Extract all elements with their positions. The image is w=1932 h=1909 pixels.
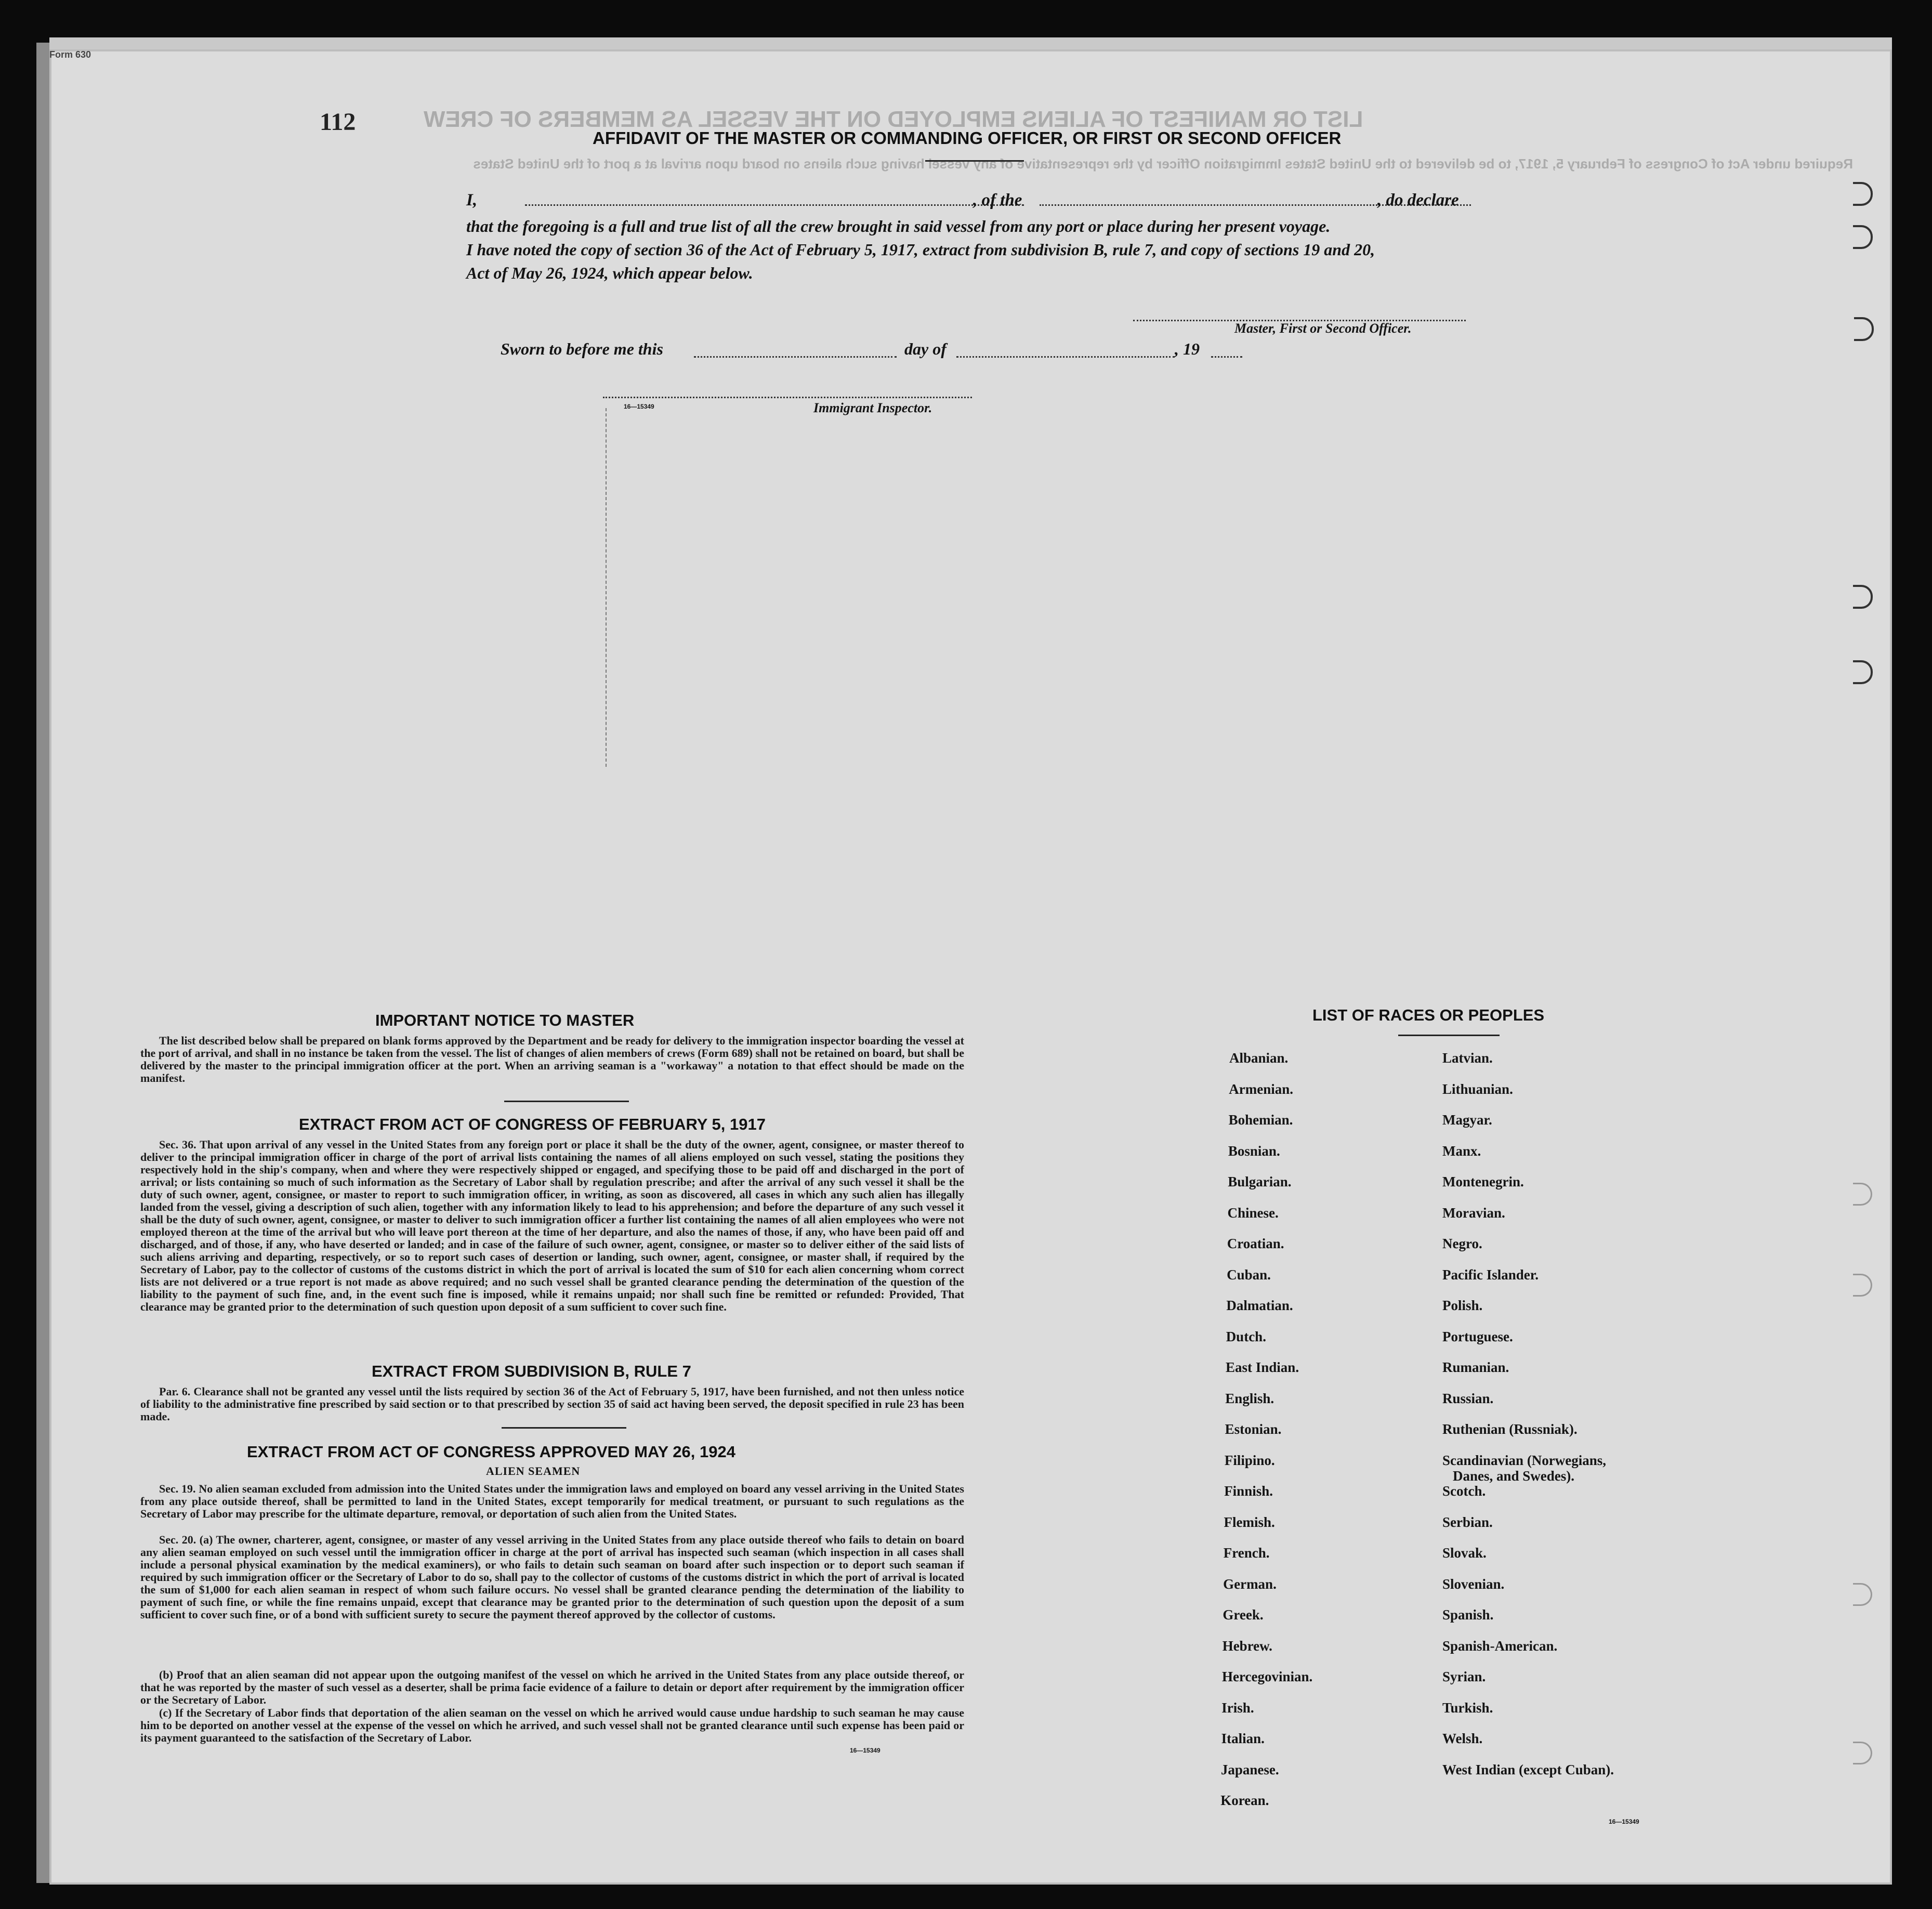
sworn-end: , 19 [1175, 339, 1200, 358]
binder-hole [1853, 182, 1873, 206]
sworn-mid: day of [904, 339, 947, 358]
race-item: Polish. [1442, 1298, 1483, 1313]
bleed-through-title: LIST OR MANIFEST OF ALIENS EMPLOYED ON THE VESSEL AS MEMBERS OF CREW [424, 107, 1363, 132]
race-item: Irish. [1221, 1699, 1254, 1716]
extract-1924-title: EXTRACT FROM ACT OF CONGRESS APPROVED MAY 26, 1924 [247, 1443, 735, 1461]
race-item: Spanish. [1442, 1607, 1494, 1623]
document-page [49, 49, 1892, 1885]
binder-hole [1853, 660, 1873, 684]
race-item: Bosnian. [1228, 1143, 1280, 1159]
binder-hole [1853, 1583, 1872, 1606]
race-item: Turkish. [1442, 1699, 1493, 1716]
race-item: English. [1225, 1390, 1274, 1406]
sworn-start: Sworn to before me this [501, 339, 663, 358]
race-item: Syrian. [1442, 1669, 1486, 1684]
race-item: Manx. [1442, 1143, 1481, 1159]
inspector-label: Immigrant Inspector. [813, 400, 932, 415]
binder-hole [1853, 1742, 1872, 1764]
race-item: Finnish. [1224, 1483, 1273, 1499]
sec20a-text: Sec. 20. (a) The owner, charterer, agent, consignee, or master of any vessel arriving in the United States from any place outside thereof who fails to detain on board any alien seaman employed on such vessel until the immigration officer in charge at the port of arrival has inspected such seaman (which inspection in all cases shall include a personal physical examination by the medical examiners), or who fails to detain such seaman on board after such inspection or to deport such seaman if required by such immigration officer or the Secretary of Labor to do so, shall pay to the collector of customs of the customs district in which the port of arrival is located the sum of $1,000 for each alien seaman in respect of whom such failure occurs. No vessel shall be granted clearance pending the determination of the liability to payment of such fine, or while the fine remains unpaid, except that clearance may be granted prior to the determination of such question upon the deposit of a sum sufficient to cover such fine, or of a bond with sufficient surety to secure the payment thereof approved by the collector of customs. [140, 1533, 964, 1621]
name-blank [525, 204, 1024, 206]
race-item: Japanese. [1220, 1761, 1279, 1777]
race-item: Latvian. [1442, 1050, 1493, 1066]
race-item: Bulgarian. [1228, 1174, 1292, 1189]
race-item: Croatian. [1227, 1236, 1284, 1251]
race-item: Greek. [1223, 1607, 1264, 1623]
race-item: Hebrew. [1222, 1638, 1272, 1654]
affidavit-line2: that the foregoing is a full and true list of all the crew brought in said vessel from any port or place during her present voyage. [466, 217, 1331, 236]
sec20b-text: (b) Proof that an alien seaman did not appear upon the outgoing manifest of the vessel on which he arrived in the United States from any place outside thereof, or that he was reported by the master of such vessel as a deserter, shall be prima facie evidence of a failure to detain or deport after requirement by the immigration officer or the Secretary of Labor. [140, 1668, 964, 1706]
race-item: Portuguese. [1442, 1328, 1513, 1344]
bleed-through-subtitle: Required under Act of Congress of February 5, 1917, to be delivered to the United States Immigration Officer by the representative of any vessel having such aliens on board upon arrival at a port of the United States [473, 156, 1853, 172]
divider [504, 1101, 629, 1102]
inspector-signature-line [603, 397, 972, 398]
title-underline [925, 160, 1024, 162]
race-item: Montenegrin. [1442, 1174, 1524, 1189]
affidavit-line3: I have noted the copy of section 36 of the Act of February 5, 1917, extract from subdivision B, rule 7, and copy of sections 19 and 20, [466, 240, 1375, 259]
race-item: Estonian. [1225, 1421, 1282, 1437]
extract-rule7-title: EXTRACT FROM SUBDIVISION B, RULE 7 [372, 1362, 691, 1380]
race-item: Korean. [1220, 1793, 1269, 1808]
affidavit-title: AFFIDAVIT OF THE MASTER OR COMMANDING OFFICER, OR FIRST OR SECOND OFFICER [593, 128, 1342, 148]
race-item: Danes, and Swedes). [1453, 1468, 1575, 1484]
affidavit-line4: Act of May 26, 1924, which appear below. [466, 264, 753, 282]
notice-title: IMPORTANT NOTICE TO MASTER [375, 1011, 635, 1029]
signature-label: Master, First or Second Officer. [1234, 321, 1412, 336]
affidavit-line1-mid: , of the [973, 191, 1022, 210]
divider [502, 1427, 626, 1429]
race-item: Italian. [1221, 1731, 1265, 1746]
extract-1917-title: EXTRACT FROM ACT OF CONGRESS OF FEBRUARY 5, 1917 [299, 1115, 766, 1133]
affidavit-line1-start: I, [466, 191, 478, 210]
race-item: Chinese. [1227, 1205, 1279, 1221]
race-item: Cuban. [1227, 1266, 1271, 1283]
extract-rule7-text: Par. 6. Clearance shall not be granted any vessel until the lists required by section 36 of the Act of February 5, 1917, have been furnished, and not then unless notice of liability to the administrative fine prescribed by said section or to that prescribed by section 35 of said act having been served, the deposit specified in rule 23 has been made. [140, 1385, 964, 1423]
race-item: Magyar. [1442, 1112, 1492, 1128]
race-item: German. [1223, 1576, 1277, 1592]
form-label: Form 630 [49, 49, 91, 60]
race-item: Dutch. [1226, 1328, 1266, 1344]
extract-rule7-body [140, 1385, 964, 1423]
race-item: Ruthenian (Russniak). [1442, 1421, 1578, 1437]
binder-hole [1854, 317, 1874, 341]
extract-1924-sec20a [140, 1534, 964, 1621]
race-item: Moravian. [1442, 1205, 1505, 1221]
race-item: Albanian. [1229, 1050, 1289, 1066]
race-item: Spanish-American. [1442, 1638, 1558, 1654]
race-item: Pacific Islander. [1442, 1266, 1539, 1283]
race-item: West Indian (except Cuban). [1442, 1761, 1614, 1777]
page-number-mark: 112 [320, 108, 356, 136]
race-item: Slovenian. [1442, 1576, 1505, 1592]
race-item: Filipino. [1224, 1452, 1275, 1468]
races-form-number: 16—15349 [1609, 1818, 1639, 1825]
race-item: Rumanian. [1442, 1359, 1509, 1375]
race-item: Bohemian. [1228, 1112, 1293, 1128]
sworn-month-blank [956, 356, 1175, 358]
race-item: East Indian. [1226, 1359, 1299, 1375]
sworn-day-blank [694, 356, 897, 358]
race-item: French. [1223, 1545, 1270, 1561]
extract-1924-sec19 [140, 1483, 964, 1520]
extract-form-number: 16—15349 [850, 1747, 880, 1754]
races-title: LIST OF RACES OR PEOPLES [1312, 1006, 1545, 1024]
race-item: Flemish. [1224, 1514, 1275, 1530]
race-item: Russian. [1442, 1390, 1494, 1406]
binder-hole [1853, 1183, 1872, 1206]
notice-body [140, 1035, 964, 1084]
race-item: Armenian. [1229, 1081, 1294, 1097]
extract-1924-subtitle: ALIEN SEAMEN [486, 1465, 581, 1477]
sec20c-text: (c) If the Secretary of Labor finds that deportation of the alien seaman on the vessel on which he arrived would cause undue hardship to such seaman he may cause him to be deported on another vessel at the expense of the vessel on which he arrived, and such vessel shall not be granted clearance until such expense has been paid or its payment guaranteed to the satisfaction of the Secretary of Labor. [140, 1706, 964, 1744]
binder-hole [1853, 225, 1873, 249]
race-item: Slovak. [1442, 1545, 1487, 1561]
extract-1924-sec20c [140, 1707, 964, 1744]
race-item: Dalmatian. [1226, 1298, 1293, 1313]
binder-hole [1853, 585, 1873, 609]
notice-text: The list described below shall be prepared on blank forms approved by the Department and be ready for delivery to the immigration inspector boarding the vessel at the port of arrival, and shall in no instance be taken from the vessel. The list of changes of alien members of crews (Form 689) shall not be retained on board, but shall be delivered by the master to the principal immigration officer at the port. When an arriving seaman is a "workaway" a notation to that effect should be made on the manifest. [140, 1034, 964, 1084]
race-item: Negro. [1442, 1236, 1482, 1251]
race-item: Hercegovinian. [1222, 1669, 1313, 1684]
extract-1924-sec20b [140, 1669, 964, 1706]
affidavit-line1-end: , do declare [1377, 191, 1459, 210]
binder-hole [1853, 1274, 1872, 1297]
sec19-text: Sec. 19. No alien seaman excluded from admission into the United States under the immigration laws and employed on board any vessel arriving in the United States from any place outside thereof, shall be permitted to land in the United States, except temporarily for medical treatment, or pursuant to such regulations as the Secretary of Labor may prescribe for the ultimate departure, removal, or deportation of such alien from the United States. [140, 1482, 964, 1520]
affidavit-form-number: 16—15349 [624, 403, 654, 410]
form-fold-line [606, 408, 607, 767]
races-title-underline [1398, 1035, 1500, 1036]
race-item: Serbian. [1442, 1514, 1493, 1530]
extract-1917-body [140, 1139, 964, 1313]
extract-1917-text: Sec. 36. That upon arrival of any vessel in the United States from any foreign port or place it shall be the duty of the owner, agent, consignee, or master thereof to deliver to the principal immigration officer in charge of the port of arrival lists containing the names of all aliens employed on such vessel, stating the positions they respectively hold in the ship's company, when and where they were respectively shipped or engaged, and specifying those to be paid off and discharged in the port of arrival; or lists containing so much of such information as the Secretary of Labor shall by regulation prescribe; and after the arrival of any such vessel it shall be the duty of such owner, agent, consignee, or master to report to such immigration officer, in writing, as soon as discovered, all cases in which any such alien has illegally landed from the vessel, giving a description of such alien, together with any information likely to lead to his apprehension; and before the departure of any such vessel it shall be the duty of such owner, agent, consignee, or master to deliver to such immigration officer a further list containing the names of all alien employees who were not employed thereon at the time of the arrival but who will leave port thereon at the time of her departure, and also the names of those, if any, who have been paid off and discharged, and of those, if any, who have deserted or landed; and in case of the failure of such owner, agent, consignee, or master so to deliver either of the said lists of such aliens arriving and departing, respectively, or so to report such cases of desertion or landing, such owner, agent, consignee, or master shall, if required by the Secretary of Labor, pay to the collector of customs of the customs district in which the port of arrival is located the sum of $10 for each alien concerning whom correct lists are not delivered or a true report is not made as above required; and no such vessel shall be granted clearance pending the determination of the question of the liability to the payment of such fine, and, in the event such fine is imposed, while it remains unpaid; nor shall such fine be remitted or refunded: Provided, That clearance may be granted prior to the determination of such question upon deposit of a sum sufficient to cover such fine. [140, 1138, 964, 1313]
race-item: Scotch. [1442, 1483, 1486, 1499]
sworn-year-blank [1211, 356, 1242, 358]
race-item: Scandinavian (Norwegians, [1442, 1452, 1607, 1468]
race-item: Lithuanian. [1442, 1081, 1513, 1097]
race-item: Welsh. [1442, 1731, 1483, 1746]
